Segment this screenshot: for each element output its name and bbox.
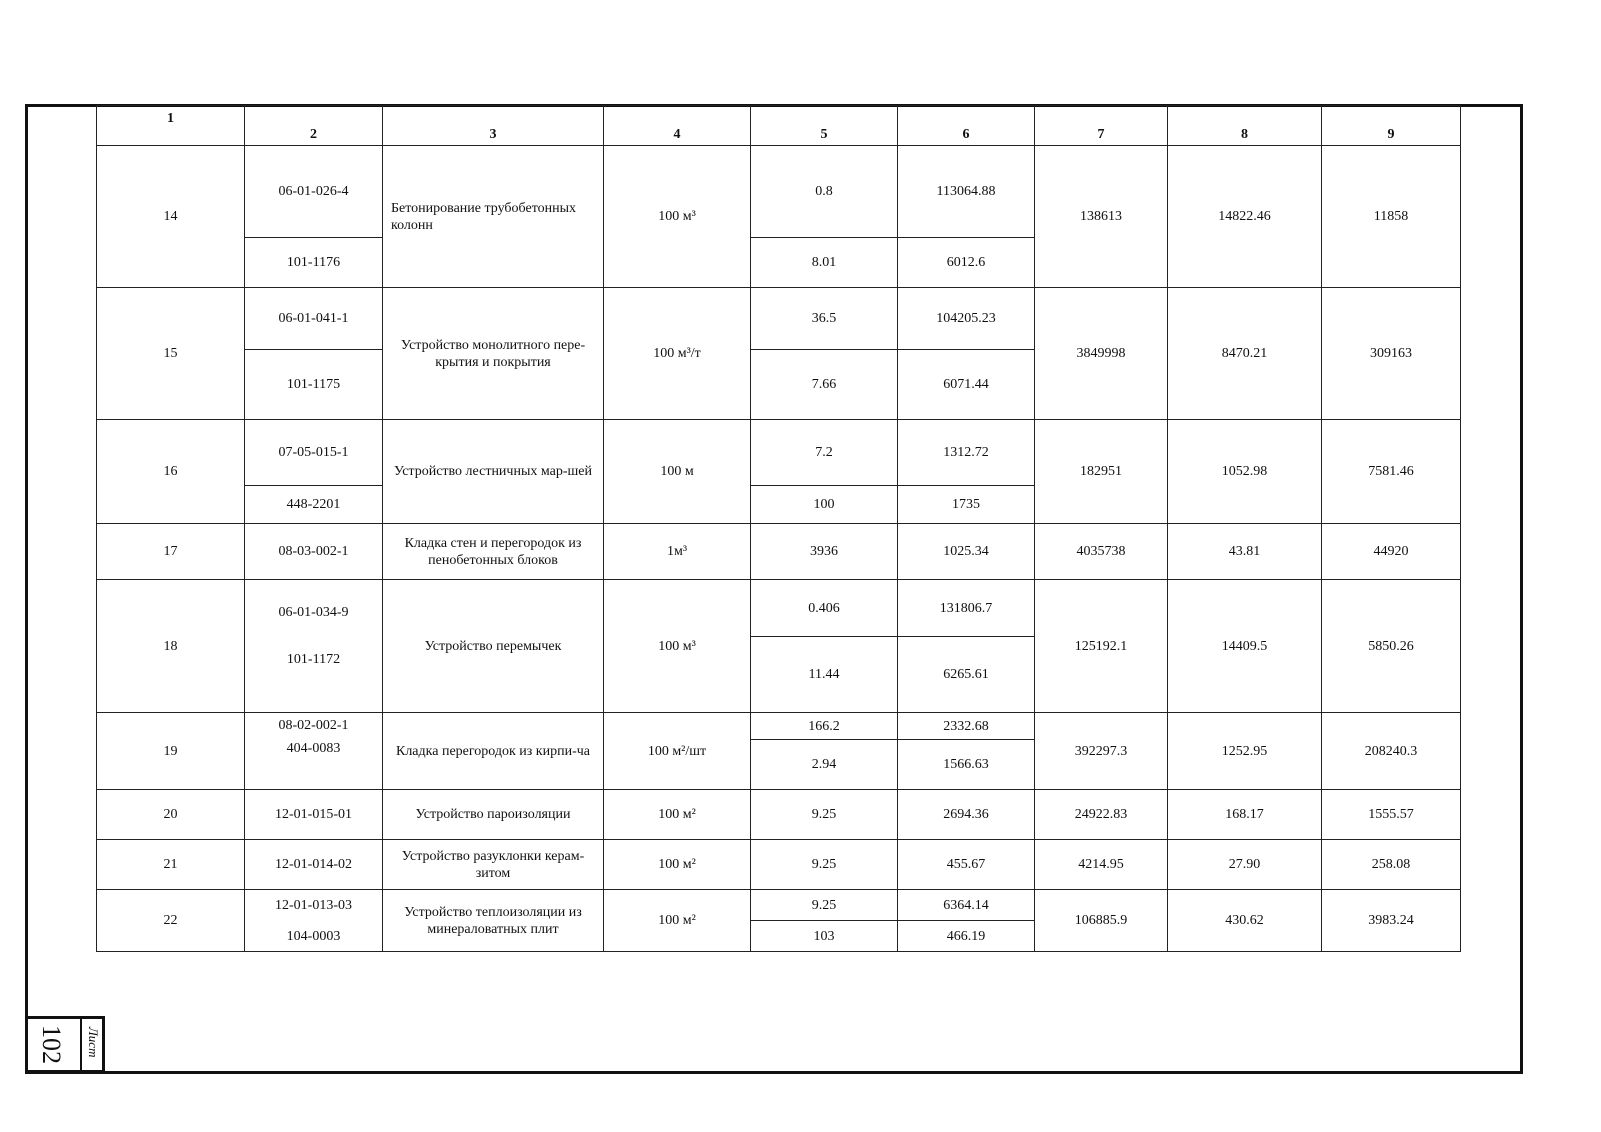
value-cell: 113064.88	[898, 146, 1035, 238]
value-cell: 36.5	[751, 288, 898, 350]
value-cell: 125192.1	[1035, 580, 1168, 713]
work-description: Устройство пароизоляции	[383, 790, 604, 840]
value-cell: 1555.57	[1322, 790, 1461, 840]
unit-cell: 100 м²	[604, 890, 751, 952]
value-cell: 43.81	[1168, 524, 1322, 580]
unit-cell: 100 м³	[604, 580, 751, 713]
work-description: Устройство лестничных мар-шей	[383, 420, 604, 524]
value-cell: 9.25	[751, 790, 898, 840]
value-cell: 11858	[1322, 146, 1461, 288]
col-header: 2	[245, 106, 383, 146]
col-header: 4	[604, 106, 751, 146]
code-cell: 06-01-041-1	[245, 288, 383, 350]
value-cell: 8470.21	[1168, 288, 1322, 420]
value-cell: 27.90	[1168, 840, 1322, 890]
value-cell: 6012.6	[898, 238, 1035, 288]
table-row	[97, 840, 1461, 890]
value-cell: 3983.24	[1322, 890, 1461, 952]
unit-cell: 100 м²	[604, 840, 751, 890]
code-primary: 06-01-034-9	[278, 605, 349, 620]
sheet-label-box	[80, 1019, 107, 1073]
value-cell: 3936	[751, 524, 898, 580]
table-row	[97, 890, 1461, 921]
sheet-stamp	[25, 1016, 105, 1073]
row-number: 14	[97, 146, 245, 288]
row-number: 18	[97, 580, 245, 713]
col-header: 5	[751, 106, 898, 146]
work-description: Устройство разуклонки керам-зитом	[383, 840, 604, 890]
work-description: Устройство теплоизоляции из минераловатных плит	[383, 890, 604, 952]
value-cell: 7.2	[751, 420, 898, 486]
value-cell: 5850.26	[1322, 580, 1461, 713]
table-row	[97, 580, 1461, 637]
value-cell: 131806.7	[898, 580, 1035, 637]
value-cell: 455.67	[898, 840, 1035, 890]
header-row	[97, 106, 1461, 146]
unit-cell: 100 м²	[604, 790, 751, 840]
row-number: 19	[97, 713, 245, 790]
code-cell	[245, 580, 383, 713]
value-cell: 7581.46	[1322, 420, 1461, 524]
value-cell: 6364.14	[898, 890, 1035, 921]
code-cell: 07-05-015-1	[245, 420, 383, 486]
row-number: 21	[97, 840, 245, 890]
value-cell: 430.62	[1168, 890, 1322, 952]
table-row	[97, 524, 1461, 580]
work-description: Кладка перегородок из кирпи-ча	[383, 713, 604, 790]
row-number: 17	[97, 524, 245, 580]
value-cell: 100	[751, 486, 898, 524]
unit-cell: 100 м³/т	[604, 288, 751, 420]
work-description: Кладка стен и перегородок из пенобетонных блоков	[383, 524, 604, 580]
code-cell: 101-1176	[245, 238, 383, 288]
table-row	[97, 420, 1461, 486]
row-number: 22	[97, 890, 245, 952]
code-cell	[245, 890, 383, 952]
code-primary: 12-01-013-03	[275, 897, 352, 913]
value-cell: 4035738	[1035, 524, 1168, 580]
value-cell: 166.2	[751, 713, 898, 740]
value-cell: 106885.9	[1035, 890, 1168, 952]
code-cell: 448-2201	[245, 486, 383, 524]
value-cell: 24922.83	[1035, 790, 1168, 840]
col-header: 7	[1035, 106, 1168, 146]
value-cell: 7.66	[751, 350, 898, 420]
table-row	[97, 288, 1461, 350]
work-description: Бетонирование трубобетонных колонн	[383, 146, 604, 288]
value-cell: 2694.36	[898, 790, 1035, 840]
value-cell: 1025.34	[898, 524, 1035, 580]
unit-cell: 100 м³	[604, 146, 751, 288]
col-header: 6	[898, 106, 1035, 146]
col-header: 9	[1322, 106, 1461, 146]
value-cell: 1312.72	[898, 420, 1035, 486]
row-number: 15	[97, 288, 245, 420]
value-cell: 103	[751, 921, 898, 952]
estimate-table	[96, 105, 1461, 952]
unit-cell: 1м³	[604, 524, 751, 580]
value-cell: 466.19	[898, 921, 1035, 952]
row-number: 16	[97, 420, 245, 524]
table-row	[97, 713, 1461, 740]
code-cell: 12-01-014-02	[245, 840, 383, 890]
code-primary: 08-02-002-1	[278, 718, 349, 733]
code-secondary: 101-1172	[286, 652, 341, 667]
code-cell: 06-01-026-4	[245, 146, 383, 238]
value-cell: 208240.3	[1322, 713, 1461, 790]
table-row	[97, 146, 1461, 238]
unit-cell: 100 м	[604, 420, 751, 524]
row-number: 20	[97, 790, 245, 840]
code-cell	[245, 713, 383, 790]
code-cell: 101-1175	[245, 350, 383, 420]
col-header: 1	[97, 106, 245, 146]
work-description: Устройство монолитного пере-крытия и покрытия	[383, 288, 604, 420]
value-cell: 2332.68	[898, 713, 1035, 740]
sheet-number: 102	[37, 1025, 66, 1064]
value-cell: 14409.5	[1168, 580, 1322, 713]
code-cell: 08-03-002-1	[245, 524, 383, 580]
value-cell: 182951	[1035, 420, 1168, 524]
col-header: 8	[1168, 106, 1322, 146]
value-cell: 1735	[898, 486, 1035, 524]
value-cell: 309163	[1322, 288, 1461, 420]
value-cell: 1252.95	[1168, 713, 1322, 790]
value-cell: 3849998	[1035, 288, 1168, 420]
value-cell: 9.25	[751, 840, 898, 890]
value-cell: 2.94	[751, 740, 898, 790]
value-cell: 44920	[1322, 524, 1461, 580]
value-cell: 0.406	[751, 580, 898, 637]
work-description: Устройство перемычек	[383, 580, 604, 713]
unit-cell: 100 м²/шт	[604, 713, 751, 790]
value-cell: 138613	[1035, 146, 1168, 288]
value-cell: 6265.61	[898, 637, 1035, 713]
value-cell: 6071.44	[898, 350, 1035, 420]
code-cell: 12-01-015-01	[245, 790, 383, 840]
sheet-label: Лист	[86, 1027, 101, 1058]
value-cell: 258.08	[1322, 840, 1461, 890]
value-cell: 9.25	[751, 890, 898, 921]
value-cell: 4214.95	[1035, 840, 1168, 890]
code-secondary: 104-0003	[286, 928, 341, 944]
value-cell: 14822.46	[1168, 146, 1322, 288]
code-secondary: 404-0083	[286, 741, 341, 756]
col-header: 3	[383, 106, 604, 146]
value-cell: 1052.98	[1168, 420, 1322, 524]
value-cell: 1566.63	[898, 740, 1035, 790]
value-cell: 168.17	[1168, 790, 1322, 840]
table-row	[97, 790, 1461, 840]
value-cell: 11.44	[751, 637, 898, 713]
value-cell: 0.8	[751, 146, 898, 238]
value-cell: 104205.23	[898, 288, 1035, 350]
value-cell: 8.01	[751, 238, 898, 288]
value-cell: 392297.3	[1035, 713, 1168, 790]
